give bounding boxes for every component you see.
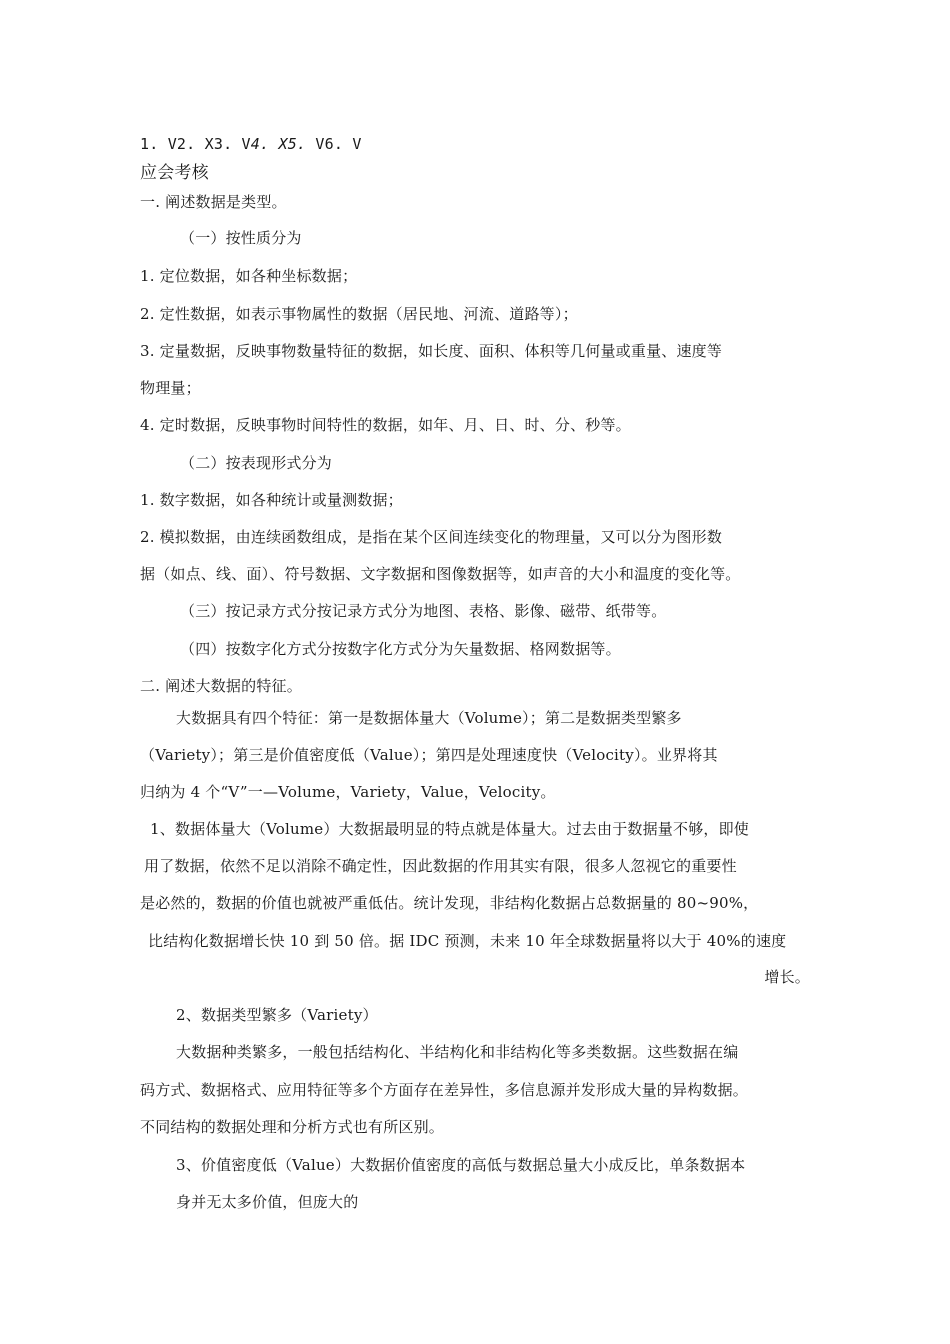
list-item: 3. 定量数据，反映事物数量特征的数据，如长度、面积、体积等几何量或重量、速度等 (140, 342, 723, 360)
paragraph-line: 大数据具有四个特征：第一是数据体量大（Volume）；第二是数据类型繁多 (176, 709, 682, 727)
paragraph-line: 1、数据体量大（Volume）大数据最明显的特点就是体量大。过去由于数据量不够，即使 (150, 820, 749, 838)
subheading-by-recording: （三）按记录方式分按记录方式分为地图、表格、影像、磁带、纸带等。 (180, 602, 667, 620)
paragraph-line: 归纳为 4 个“V”一—Volume，Variety，Value，Velocity。 (140, 783, 556, 801)
question-2-heading: 二. 阐述大数据的特征。 (140, 677, 302, 695)
list-item: 4. 定时数据，反映事物时间特性的数据，如年、月、日、时、分、秒等。 (140, 416, 631, 434)
paragraph-line: 不同结构的数据处理和分析方式也有所区别。 (140, 1118, 445, 1136)
answer-key-part-2: 4. X5. (250, 135, 307, 153)
paragraph-line: 身并无太多价值，但庞大的 (176, 1193, 359, 1211)
paragraph-line: 码方式、数据格式、应用特征等多个方面存在差异性，多信息源并发形成大量的异构数据。 (140, 1081, 749, 1099)
paragraph-line-end: 增长。 (764, 968, 810, 986)
subheading-by-digitization: （四）按数字化方式分按数字化方式分为矢量数据、格网数据等。 (180, 640, 621, 658)
answer-key-part-3: V6. V (306, 135, 362, 153)
paragraph-line: （Variety）；第三是价值密度低（Value）；第四是处理速度快（Velocity）。业界将其 (140, 746, 718, 764)
list-item-continuation: 据（如点、线、面）、符号数据、文字数据和图像数据等，如声音的大小和温度的变化等。 (140, 565, 741, 583)
section-heading: 应会考核 (140, 163, 209, 183)
paragraph-line: 比结构化数据增长快 10 到 50 倍。据 IDC 预测，未来 10 年全球数据量将以大于 40%的速度 (148, 932, 787, 950)
paragraph-line: 是必然的，数据的价值也就被严重低估。统计发现，非结构化数据占总数据量的 80~90%， (140, 894, 759, 912)
list-item: 2. 模拟数据，由连续函数组成，是指在某个区间连续变化的物理量，又可以分为图形数 (140, 528, 723, 546)
paragraph-line: 大数据种类繁多，一般包括结构化、半结构化和非结构化等多类数据。这些数据在编 (176, 1043, 739, 1061)
list-item: 1. 数字数据，如各种统计或量测数据； (140, 491, 403, 509)
paragraph-line: 3、价值密度低（Value）大数据价值密度的高低与数据总量大小成反比，单条数据本 (176, 1156, 746, 1174)
subheading-by-form: （二）按表现形式分为 (180, 454, 333, 472)
subheading-by-nature: （一）按性质分为 (180, 229, 302, 247)
list-item-continuation: 物理量； (140, 379, 201, 397)
answer-key-line (140, 134, 362, 154)
question-1-heading: 一. 阐述数据是类型。 (140, 193, 287, 211)
list-item: 2. 定性数据，如表示事物属性的数据（居民地、河流、道路等）； (140, 305, 578, 323)
paragraph-line: 用了数据，依然不足以消除不确定性，因此数据的作用其实有限，很多人忽视它的重要性 (144, 857, 737, 875)
subheading-variety: 2、数据类型繁多（Variety） (176, 1006, 378, 1024)
answer-key-part-1: 1. V2. X3. V (140, 135, 251, 153)
list-item: 1. 定位数据，如各种坐标数据； (140, 267, 358, 285)
